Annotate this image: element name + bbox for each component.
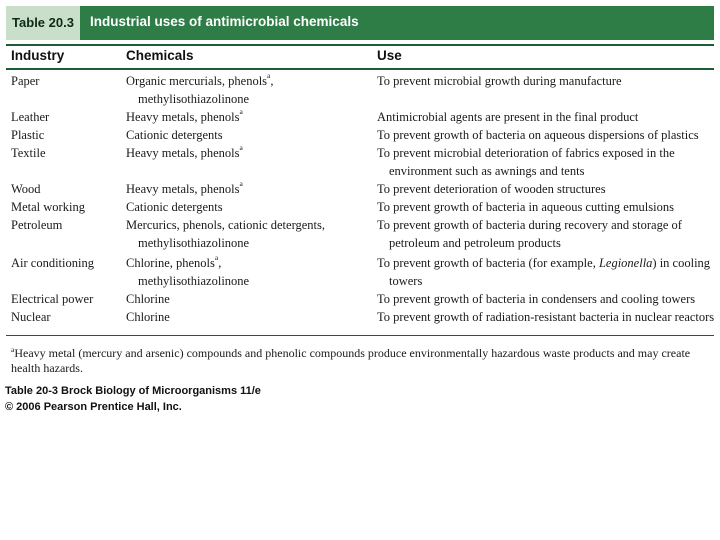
footnote-ref: a xyxy=(239,143,243,152)
use-text: To prevent growth of bacteria during recovery and storage of xyxy=(377,218,682,232)
table-header-bar xyxy=(6,6,714,40)
chemicals-cell xyxy=(126,180,243,198)
table-footnote xyxy=(11,346,711,376)
use-cell xyxy=(377,198,674,216)
industry-cell: Leather xyxy=(11,110,50,124)
chemicals-cell xyxy=(126,254,249,290)
chemicals-text: Cationic detergents xyxy=(126,128,223,142)
chemicals-continuation: methylisothiazolinone xyxy=(138,236,250,250)
industry-cell: Paper xyxy=(11,74,40,88)
chemicals-text: Heavy metals, phenols xyxy=(126,182,240,196)
chemicals-cell xyxy=(126,126,223,144)
use-text: To prevent growth of radiation-resistant bacteria in nuclear reactors xyxy=(377,310,715,324)
chemicals-cell xyxy=(126,308,170,326)
chemicals-cell xyxy=(126,198,223,216)
use-text: To prevent growth of bacteria in condensers and cooling towers xyxy=(377,292,696,306)
use-text-tail: ) in cooling xyxy=(652,256,711,270)
chemicals-text: Heavy metals, phenols xyxy=(126,110,240,124)
chemicals-cell xyxy=(126,216,325,252)
use-text: To prevent microbial deterioration of fabrics exposed in the xyxy=(377,146,675,160)
use-cell xyxy=(377,216,682,252)
use-cell xyxy=(377,108,638,126)
footnote-text: Heavy metal (mercury and arsenic) compounds and phenolic compounds produce environmentally hazardous waste products and may create health hazards. xyxy=(11,346,691,375)
chemicals-continuation: methylisothiazolinone xyxy=(138,92,250,106)
credit-source: Table 20-3 Brock Biology of Microorganisms 11/e xyxy=(5,385,261,397)
header-rule xyxy=(6,68,714,70)
credit-copyright: © 2006 Pearson Prentice Hall, Inc. xyxy=(5,401,182,413)
chemicals-text: Heavy metals, phenols xyxy=(126,146,240,160)
footnote-ref: a xyxy=(267,71,271,80)
bottom-rule xyxy=(6,335,714,336)
chemicals-cell xyxy=(126,290,170,308)
use-text: To prevent growth of bacteria on aqueous dispersions of plastics xyxy=(377,128,699,142)
use-text: To prevent microbial growth during manufacture xyxy=(377,74,622,88)
industry-cell: Nuclear xyxy=(11,310,51,324)
chemicals-continuation: methylisothiazolinone xyxy=(138,274,250,288)
industry-cell: Petroleum xyxy=(11,218,63,232)
use-cell xyxy=(377,308,714,326)
chemicals-text: Organic mercurials, phenols xyxy=(126,74,268,88)
industry-cell: Electrical power xyxy=(11,292,94,306)
industry-cell: Wood xyxy=(11,182,41,196)
column-header-use: Use xyxy=(377,48,402,63)
column-header-chemicals: Chemicals xyxy=(126,48,194,63)
chemicals-cell xyxy=(126,144,243,162)
use-text: To prevent deterioration of wooden structures xyxy=(377,182,606,196)
footnote-mark: a xyxy=(11,345,15,354)
table-title: Industrial uses of antimicrobial chemicals xyxy=(90,14,359,29)
chemicals-text: Chlorine, phenols xyxy=(126,256,215,270)
table-number: Table 20.3 xyxy=(6,6,80,40)
chemicals-text: Chlorine xyxy=(126,292,170,306)
use-text: Antimicrobial agents are present in the final product xyxy=(377,110,639,124)
organism-name: Legionella xyxy=(598,256,653,270)
chemicals-cell xyxy=(126,72,274,108)
column-header-industry: Industry xyxy=(11,48,65,63)
use-cell xyxy=(377,126,699,144)
industry-cell: Plastic xyxy=(11,128,45,142)
chemicals-punct: , xyxy=(218,256,222,270)
chemicals-text: Chlorine xyxy=(126,310,170,324)
use-continuation: petroleum and petroleum products xyxy=(389,236,561,250)
use-text: To prevent growth of bacteria in aqueous cutting emulsions xyxy=(377,200,674,214)
use-cell xyxy=(377,72,622,90)
chemicals-text: Mercurics, phenols, cationic detergents, xyxy=(126,218,326,232)
industry-cell: Metal working xyxy=(11,200,85,214)
footnote-ref: a xyxy=(214,253,219,262)
footnote-ref: a xyxy=(239,179,243,188)
use-continuation: towers xyxy=(389,274,423,288)
use-cell xyxy=(377,180,606,198)
industry-cell: Textile xyxy=(11,146,46,160)
use-continuation: environment such as awnings and tents xyxy=(389,164,585,178)
chemicals-punct: , xyxy=(270,74,274,88)
use-cell xyxy=(377,144,675,180)
use-text: To prevent growth of bacteria (for example, xyxy=(377,256,599,270)
chemicals-cell xyxy=(126,108,243,126)
chemicals-text: Cationic detergents xyxy=(126,200,223,214)
industry-cell: Air conditioning xyxy=(11,256,94,270)
footnote-ref: a xyxy=(239,107,243,116)
top-rule xyxy=(6,44,714,46)
use-cell xyxy=(377,254,710,290)
use-cell xyxy=(377,290,695,308)
